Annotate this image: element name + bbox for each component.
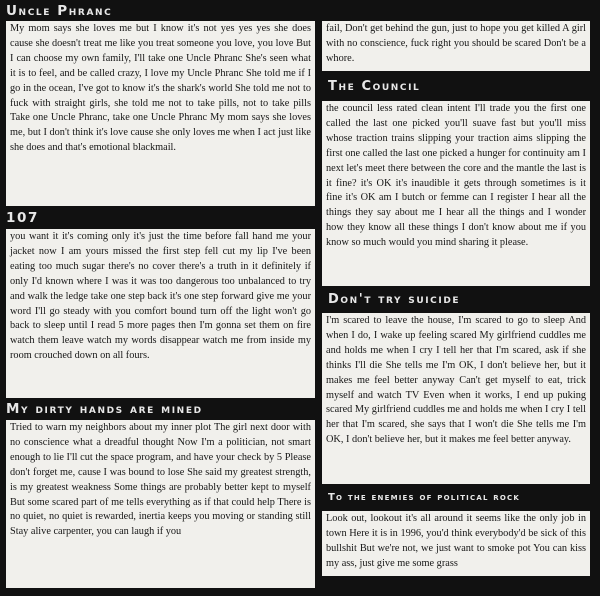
enemies-of-political-rock-lyrics: Look out, lookout it's all around it seems like the only job in town Here it is in 1996, you'd think everybody'd be sick of this bullshit But we're not, we just want to smoke pot You can kiss my ass, just give me some grass: [322, 511, 590, 576]
uncle-phranc-lyrics: My mom says she loves me but I know it's not yes yes yes she does cause she doesn't treat me like you treat someone you love, you love But I can choose my own family, I'll take one Uncle Phranc She's seen what it is to feel, and be called crazy, I love my Uncle Phranc She told me if I go in the ocean, I've got to know it's the shark's world She told me not to fuck with straight girls, she told me not to take pills, not to take pills Take one Uncle Phranc, take one Uncle Phranc My mom says she loves me, but I don't think it's love cause she only loves me when I act just like she does and that's emotional blackmail.: [6, 21, 315, 206]
dont-try-suicide-heading: Don't try suicide: [328, 292, 461, 307]
107-lyrics: you want it it's coming only it's just the time before fall hand me your jacket now I am yours missed the first step fell cut my lip I've been eating too much sugar there's no cover there's a truth in it definitely if only I'd known where I was it was too dangerous too unbalanced to try and walk the ledge take one step back it's one step forward give me your word I'll go steady with you comfort bound turn off the light won't go back to sleep until I read 5 more pages then I'm gonna set them on fire watch them leave watch my words disappear watch me from inside my room crouched down on all fours.: [6, 229, 315, 398]
dirty-hands-continued: fail, Don't get behind the gun, just to hope you get killed A girl with no conscience, fuck right you should be scared Don't be a whore.: [322, 21, 590, 71]
uncle-phranc-heading: Uncle Phranc: [6, 3, 113, 19]
dirty-hands-heading: My dirty hands are mined: [6, 401, 203, 417]
107-heading: 107: [6, 210, 39, 226]
dont-try-suicide-lyrics: I'm scared to leave the house, I'm scared to go to sleep And when I do, I wake up feeling scared My girlfriend cuddles me and holds me when I cry I tell her that I'm scared, ask if she thinks I'll die She tells me I'm OK, I don't believe her, but it makes me feel better anyway Can't get myself to eat, trick myself and watch TV Even when it works, I end up puking scared My girlfriend cuddles me and holds me when I cry I tell her that I'm scared, she says that I won't die She tells me I'm OK, I don't believe her, but it makes me feel better anyway.: [322, 313, 590, 484]
the-council-heading: The Council: [328, 79, 421, 94]
dirty-hands-lyrics: Tried to warn my neighbors about my inner plot The girl next door with no conscience what a dreadful thought Now I'm a politician, not smart enough to lie I'll cut the space program, and have your check by 5 Please don't forget me, cause I was bound to lose She said my greatest strength, is my greatest weakness Some things are probably better kept to myself But some scared part of me tells everything as if that could help There is no quiet, no quiet is rewarded, inertia keeps you moving or standing still Stay alive carpenter, you can laugh if you: [6, 420, 315, 588]
the-council-lyrics: the council less rated clean intent I'll trade you the first one called the last one picked you'll suave fast but you'll miss whose traction trains slipping your traction aims slipping the first one called the last one picked a hunger for continuity am I next let's meet there between the core and the mantle the last is it fine? it's OK it's inaudible it gets through sometimes is it fine it's OK am I butch or femme can I register I hear all the things they say about me I hear all the things and I wonder how they know all these things I don't know about me if you know so much would you mind sharing it please.: [322, 101, 590, 286]
enemies-of-political-rock-heading: To the enemies of political rock: [328, 492, 520, 503]
